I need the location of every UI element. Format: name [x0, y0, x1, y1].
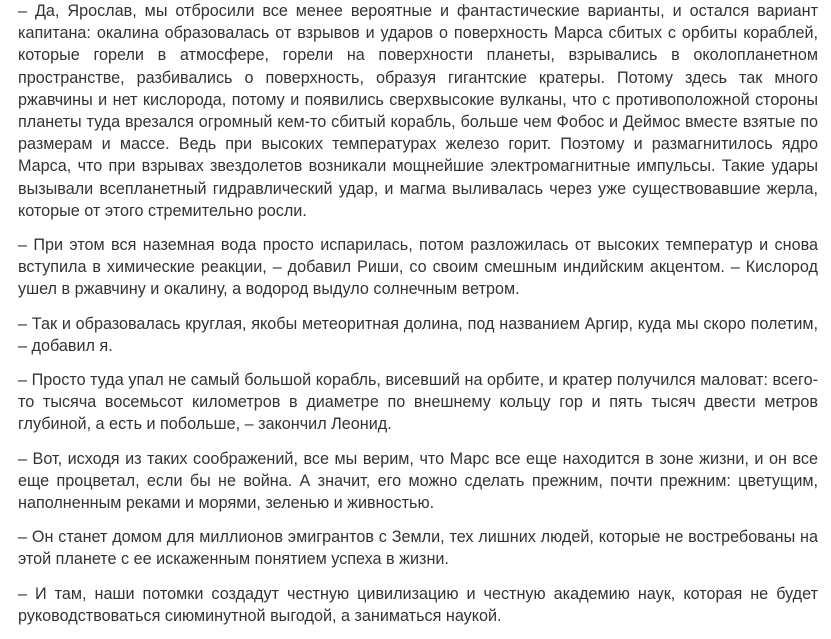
- paragraph-3: – Так и образовалась круглая, якобы метеоритная долина, под названием Аргир, куда мы скоро полетим, – добавил я.: [18, 314, 818, 355]
- paragraph-6: – Он станет домом для миллионов эмигрантов с Земли, тех лишних людей, которые не востребованы на этой планете с ее искаженным понятием успеха в жизни.: [18, 528, 818, 569]
- article-text: [18, 0, 818, 639]
- paragraph-1: – Да, Ярослав, мы отбросили все менее вероятные и фантастические варианты, и остался вариант капитана: окалина образовалась от взрывов и ударов о поверхность Марса сбитых с орбиты кораблей, которые горели в атмосфере, горели на поверхности планеты, взрывались в околопланетном пространстве, разбивались о поверхность, образуя гигантские кратеры. Потому здесь так много ржавчины и нет кислорода, потому и появились сверхвысокие вулканы, что с противоположной стороны планеты туда врезался огромный кем-то сбитый корабль, больше чем Фобос и Деймос вместе взятые по размерам и массе. Ведь при высоких температурах железо горит. Поэтому и размагнитилось ядро Марса, что при взрывах звездолетов возникали мощнейшие электромагнитные импульсы. Такие удары вызывали всепланетный гидравлический удар, и магма выливалась через уже существовавшие жерла, которые от этого стремительно росли.: [18, 2, 818, 220]
- paragraph-2: – При этом вся наземная вода просто испарилась, потом разложилась от высоких температур и снова вступила в химические реакции, – добавил Риши, со своим смешным индийским акцентом. – Кислород ушел в ржавчину и окалину, а водород выдуло солнечным ветром.: [18, 236, 818, 299]
- paragraph-5: – Вот, исходя из таких соображений, все мы верим, что Марс все еще находится в зоне жизни, и он все еще процветал, если бы не война. А значит, его можно сделать прежним, почти прежним: цветущим, наполненным реками и морями, зеленью и живностью.: [18, 449, 818, 513]
- paragraph-7: – И там, наши потомки создадут честную цивилизацию и честную академию наук, которая не будет руководствоваться сиюминутной выгодой, а заниматься наукой.: [18, 584, 818, 625]
- paragraph-4: – Просто туда упал не самый большой корабль, висевший на орбите, и кратер получился маловат: всего-то тысяча восемьсот километров в диаметре по внешнему кольцу гор и пять тысяч двести метров глубиной, а есть и побольше, – закончил Леонид.: [18, 371, 818, 434]
